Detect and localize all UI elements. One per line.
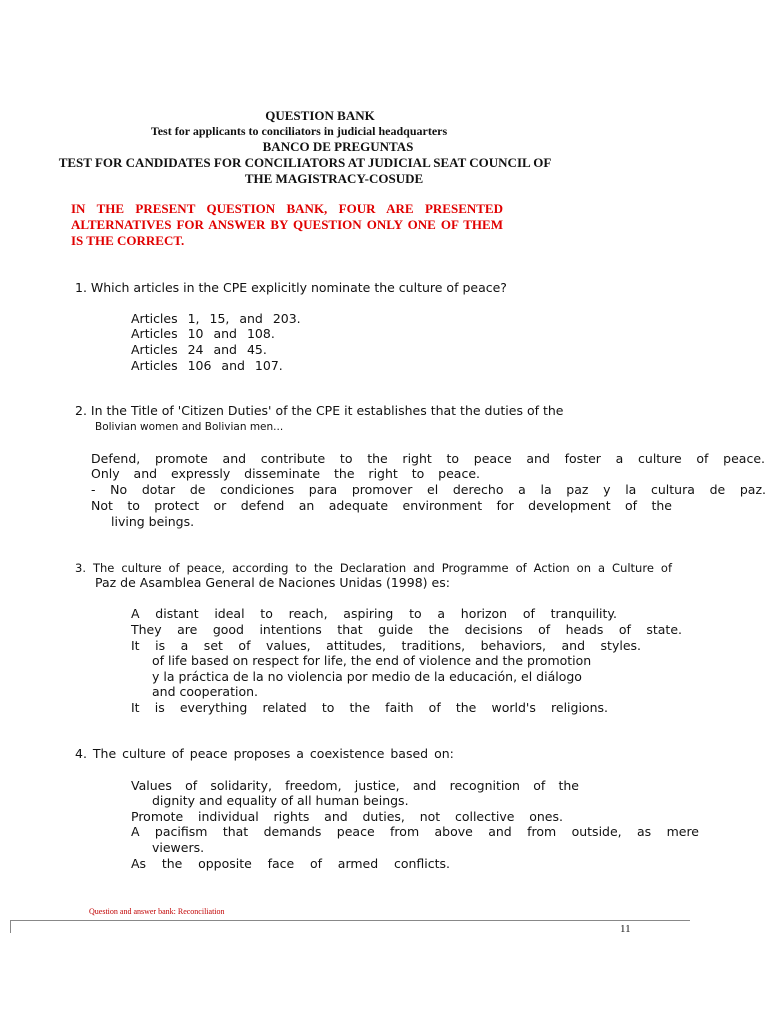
doc-subtitle-line1: TEST FOR CANDIDATES FOR CONCILIATORS AT JUDICIAL SEAT COUNCIL OF: [58, 155, 552, 170]
q4-option-1: Values of solidarity, freedom, justice, and recognition of the: [131, 778, 579, 793]
q4-option-3-cont: viewers.: [152, 840, 205, 855]
doc-subtitle-line2: THE MAGISTRACY-COSUDE: [244, 171, 424, 186]
q2-option-4: Not to protect or defend an adequate environment for development of the: [91, 498, 672, 513]
doc-title-es: BANCO DE PREGUNTAS: [262, 139, 414, 154]
q4-option-3: A pacifism that demands peace from above and from outside, as mere: [131, 824, 699, 839]
q2-option-2: Only and expressly disseminate the right to peace.: [91, 466, 480, 481]
q3-option-4: It is everything related to the faith of the world's religions.: [131, 700, 608, 715]
q3-option-1: A distant ideal to reach, aspiring to a horizon of tranquility.: [131, 606, 617, 621]
doc-subtitle-en: Test for applicants to conciliators in judicial headquarters: [150, 124, 448, 138]
doc-title: QUESTION BANK: [265, 108, 375, 123]
question-2-cont: Bolivian women and Bolivian men...: [95, 421, 284, 433]
question-3: 3. The culture of peace, according to the Declaration and Programme of Action on a Culture of: [75, 561, 672, 575]
q3-option-3-cont-3: and cooperation.: [152, 684, 258, 699]
q3-option-3-cont-1: of life based on respect for life, the end of violence and the promotion: [152, 653, 592, 668]
q3-option-2: They are good intentions that guide the decisions of heads of state.: [131, 622, 682, 637]
question-1: 1. Which articles in the CPE explicitly nominate the culture of peace?: [75, 280, 507, 295]
q4-option-4: As the opposite face of armed conflicts.: [131, 856, 450, 871]
footer-divider-tick: [10, 920, 11, 933]
q1-option-4: Articles 106 and 107.: [131, 358, 283, 373]
question-4: 4. The culture of peace proposes a coexistence based on:: [75, 746, 454, 761]
q2-option-3: - No dotar de condiciones para promover el derecho a la paz y la cultura de paz.: [91, 482, 766, 497]
q1-option-3: Articles 24 and 45.: [131, 342, 267, 357]
question-3-cont: Paz de Asamblea General de Naciones Unidas (1998) es:: [95, 575, 450, 590]
question-2: 2. In the Title of 'Citizen Duties' of the CPE it establishes that the duties of the: [75, 403, 564, 418]
page-number: 11: [620, 923, 631, 935]
q3-option-3: It is a set of values, attitudes, traditions, behaviors, and styles.: [131, 638, 641, 653]
q1-option-1: Articles 1, 15, and 203.: [131, 311, 301, 326]
q4-option-1-cont: dignity and equality of all human beings.: [152, 793, 409, 808]
q1-option-2: Articles 10 and 108.: [131, 326, 275, 341]
q3-option-3-cont-2: y la práctica de la no violencia por medio de la educación, el diálogo: [152, 669, 582, 684]
q2-option-4-cont: living beings.: [111, 514, 195, 529]
q2-option-1: Defend, promote and contribute to the right to peace and foster a culture of peace.: [91, 451, 765, 466]
footer-divider: [10, 920, 690, 921]
intro-note: IN THE PRESENT QUESTION BANK, FOUR ARE PRESENTED ALTERNATIVES FOR ANSWER BY QUESTION ONLY ONE OF THEM IS THE CORRECT.: [71, 201, 503, 248]
footer-text: Question and answer bank: Reconciliation: [89, 907, 225, 916]
q4-option-2: Promote individual rights and duties, not collective ones.: [131, 809, 563, 824]
